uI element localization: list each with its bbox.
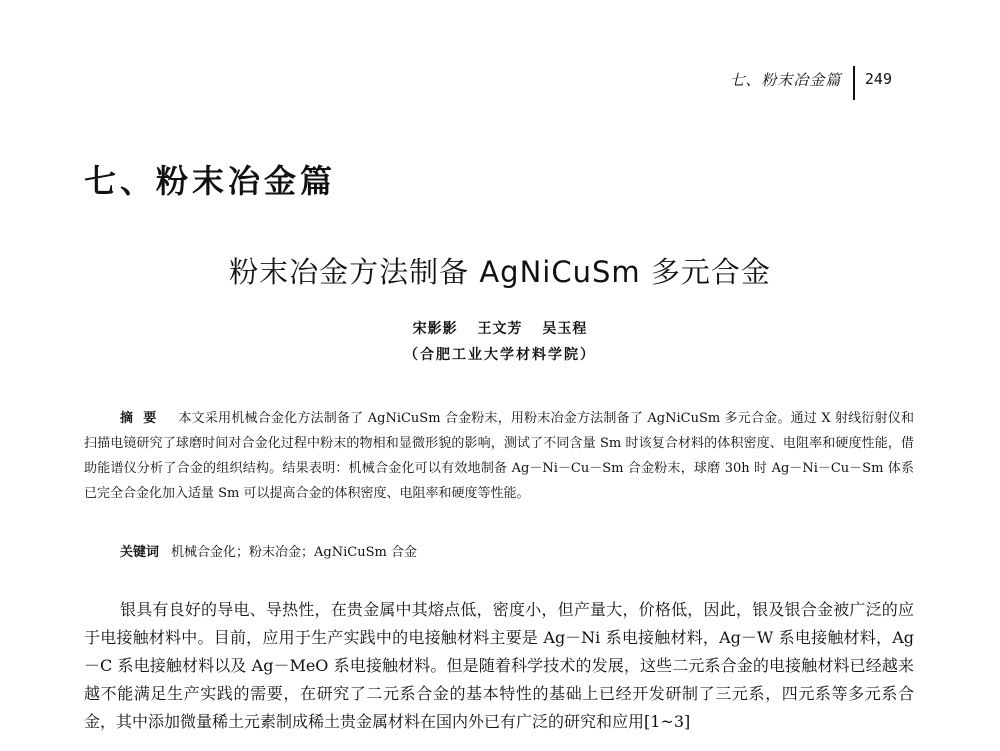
paper-title: 粉末冶金方法制备 AgNiCuSm 多元合金 [229,255,771,289]
keywords [120,541,417,560]
authors: 宋影影 王文芳 吴玉程 [412,321,588,337]
affiliation: （合肥工业大学材料学院） [404,347,596,363]
section-heading: 七、粉末冶金篇 [84,162,337,200]
abstract-label: 摘要 [120,411,167,426]
abstract-text: 本文采用机械合金化方法制备了 AgNiCuSm 合金粉末，用粉末冶金方法制备了 AgNiCuSm 多元合金。通过 X 射线衍射仪和扫描电镜研究了球磨时间对合金化过程中粉末的物相和显微形貌的影响，测试了不同含量 Sm 时该复合材料的体积密度、电阻率和硬度性能，借助能谱仪分析了合金的组织结构。结果表明：机械合金化可以有效地制备 Ag－Ni－Cu－Sm 合金粉末，球磨 30h 时 Ag－Ni－Cu－Sm 体系已完全合金化加入适量 Sm 可以提高合金的体积密度、电阻率和硬度等性能。 [84,411,914,501]
keywords-label: 关键词 [120,545,160,560]
keywords-text: 机械合金化；粉末冶金；AgNiCuSm 合金 [171,545,417,560]
running-header [729,58,892,100]
running-header-section: 七、粉末冶金篇 [729,70,842,89]
abstract [84,406,914,506]
body-paragraph: 银具有良好的导电、导热性，在贵金属中其熔点低，密度小，但产量大，价格低，因此，银及银合金被广泛的应于电接触材料中。目前，应用于生产实践中的电接触材料主要是 Ag－Ni 系电接触材料，Ag－W 系电接触材料，Ag－C 系电接触材料以及 Ag－MeO 系电接触材料。但是随着科学技术的发展，这些二元系合金的电接触材料已经越来越不能满足生产实践的需要，在研究了二元系合金的基本特性的基础上已经开发研制了三元系，四元系等多元系合金，其中添加微量稀土元素制成稀土贵金属材料在国内外已有广泛的研究和应用[1~3] [84,600,914,731]
page-number: 249 [864,70,892,88]
